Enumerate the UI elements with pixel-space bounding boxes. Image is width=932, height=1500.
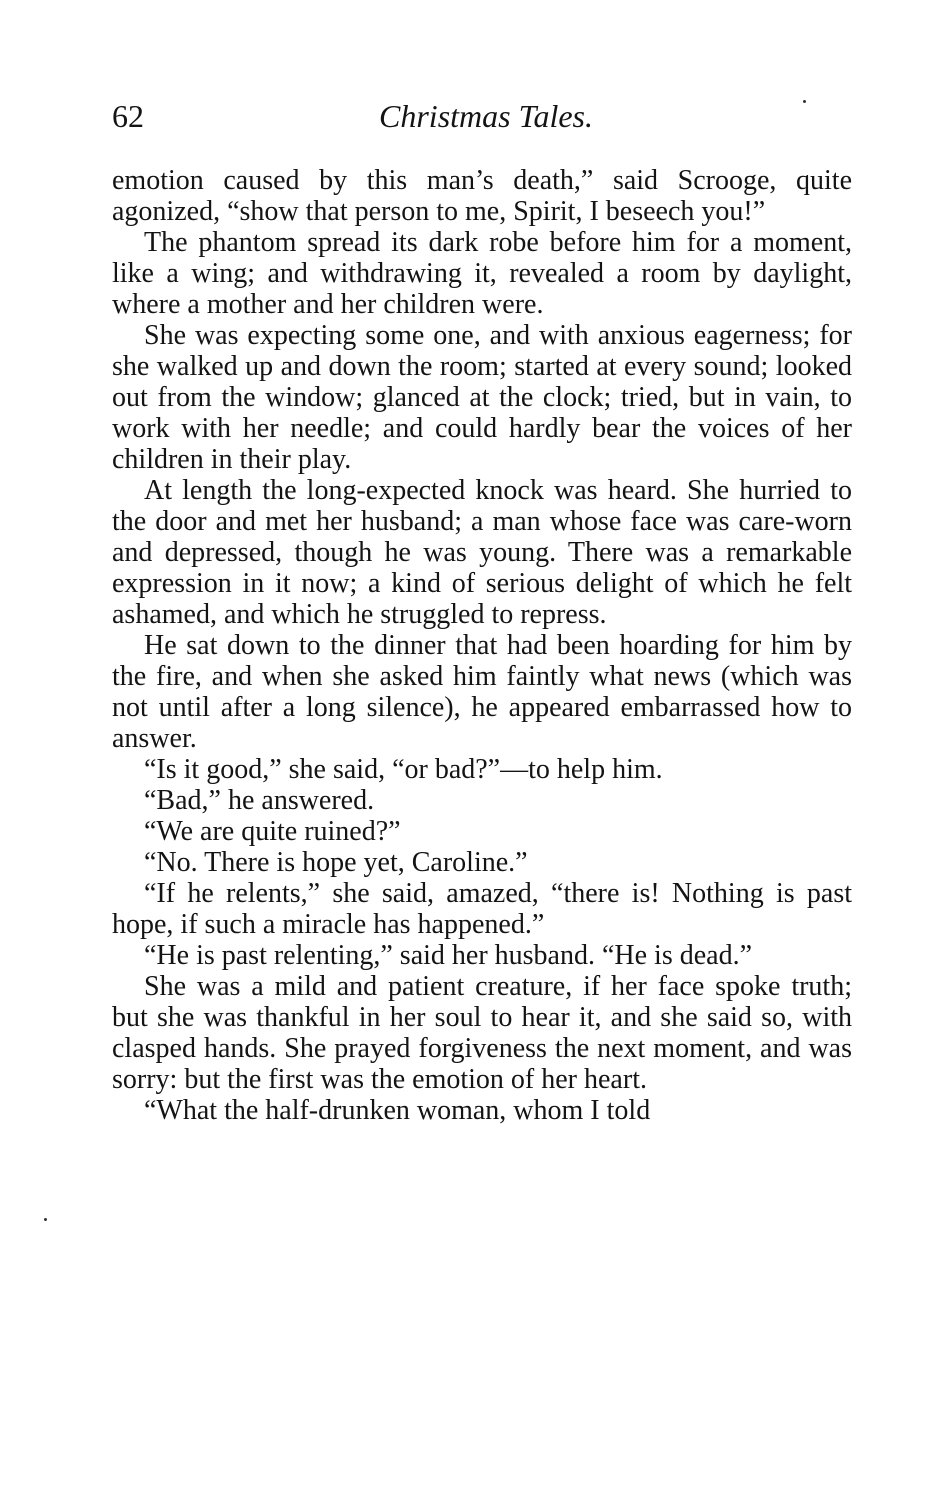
paragraph: She was expecting some one, and with anxious eagerness; for she walked up and down the room; started at every sound; looked out from the window; glanced at the clock; tried, but in vain, to work with her needle; and could hardly bear the voices of her children in their play. — [112, 320, 852, 475]
page-header — [112, 92, 852, 140]
body-text — [112, 165, 852, 1126]
paragraph: He sat down to the dinner that had been hoarding for him by the fire, and when she asked him faintly what news (which was not until after a long silence), he appeared embarrassed how to answer. — [112, 630, 852, 754]
paragraph: “No. There is hope yet, Caroline.” — [144, 847, 528, 878]
page-number: 62 — [112, 98, 144, 134]
paragraph: “He is past relenting,” said her husband. “He is dead.” — [144, 940, 753, 971]
paragraph: “What the half-drunken woman, whom I told — [144, 1095, 651, 1126]
paragraph: “Is it good,” she said, “or bad?”—to help him. — [144, 754, 663, 785]
paragraph: She was a mild and patient creature, if her face spoke truth; but she was thankful in her soul to hear it, and she said so, with clasped hands. She prayed forgiveness the next moment, and was sorry: but the first was the emotion of her heart. — [112, 971, 852, 1095]
running-title: Christmas Tales. — [379, 98, 593, 134]
paragraph: “Bad,” he answered. — [144, 785, 375, 816]
paragraph: The phantom spread its dark robe before him for a moment, like a wing; and withdrawing it, revealed a room by daylight, where a mother and her children were. — [112, 227, 852, 320]
print-speck — [44, 1218, 47, 1221]
print-speck — [803, 100, 806, 103]
paragraph: “We are quite ruined?” — [144, 816, 401, 847]
paragraph: “If he relents,” she said, amazed, “there is! Nothing is past hope, if such a miracle has happened.” — [112, 878, 852, 940]
paragraph: emotion caused by this man’s death,” said Scrooge, quite agonized, “show that person to me, Spirit, I beseech you!” — [112, 165, 852, 227]
paragraph: At length the long-expected knock was heard. She hurried to the door and met her husband; a man whose face was care-worn and depressed, though he was young. There was a remarkable expression in it now; a kind of serious delight of which he felt ashamed, and which he struggled to repress. — [112, 475, 852, 630]
